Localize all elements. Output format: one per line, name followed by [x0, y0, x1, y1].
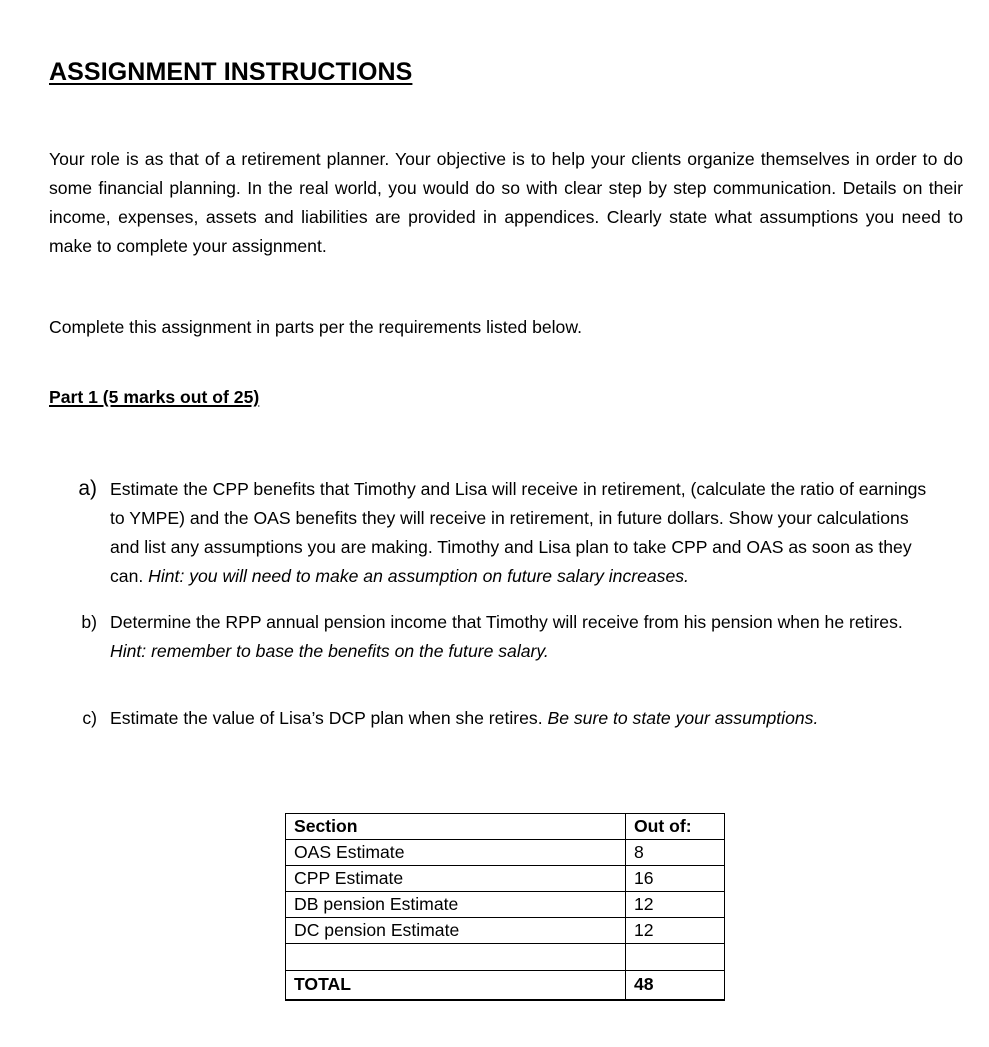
part-1-heading: Part 1 (5 marks out of 25): [49, 387, 260, 407]
cell-section: OAS Estimate: [286, 840, 626, 866]
cell-total-value: 48: [626, 971, 725, 1000]
question-a-text: Estimate the CPP benefits that Timothy and Lisa will receive in retirement, (calculate the ratio of earnings to YMPE) and the OAS benefits they will receive in retirement, in future dollars. Show your calculations and list any assumptions you are making. Timothy and Lisa plan to take CPP and OAS as soon as they can.: [110, 479, 927, 586]
question-a-hint: Hint: you will need to make an assumption on future salary increases.: [148, 566, 689, 586]
page-title: ASSIGNMENT INSTRUCTIONS: [49, 57, 413, 86]
cell-out-of: [626, 944, 725, 971]
question-item-c: [110, 704, 938, 733]
table-row-total: [286, 971, 725, 1000]
column-header-out-of: Out of:: [626, 814, 725, 840]
cell-section: [286, 944, 626, 971]
question-c-text: Estimate the value of Lisa’s DCP plan when she retires.: [110, 708, 548, 728]
intro-paragraph: Your role is as that of a retirement planner. Your objective is to help your clients organize themselves in order to do some financial planning. In the real world, you would do so with clear step by step communication. Details on their income, expenses, assets and liabilities are provided in appendices. Clearly state what assumptions you need to make to complete your assignment.: [49, 148, 963, 256]
question-marker-b: b): [81, 612, 97, 632]
cell-total-label: TOTAL: [286, 971, 626, 1000]
question-marker-a: a): [78, 477, 97, 500]
cell-section: CPP Estimate: [286, 866, 626, 892]
question-marker-c: c): [82, 708, 97, 728]
question-item-b: [110, 608, 938, 666]
cell-out-of: 16: [626, 866, 725, 892]
cell-section: DC pension Estimate: [286, 918, 626, 944]
instruction-line: Complete this assignment in parts per the requirements listed below.: [49, 316, 582, 337]
cell-out-of: 12: [626, 892, 725, 918]
table-row: [286, 918, 725, 944]
marks-table-container: [285, 813, 724, 1001]
question-b-text: Determine the RPP annual pension income that Timothy will receive from his pension when he retires.: [110, 612, 903, 632]
column-header-section: Section: [286, 814, 626, 840]
marks-table: [285, 813, 725, 1001]
cell-out-of: 8: [626, 840, 725, 866]
cell-section: DB pension Estimate: [286, 892, 626, 918]
table-header-row: [286, 814, 725, 840]
question-b-hint: Hint: remember to base the benefits on the future salary.: [110, 641, 549, 661]
question-item-a: [110, 475, 938, 591]
table-row: [286, 892, 725, 918]
table-row: [286, 840, 725, 866]
table-row-blank: [286, 944, 725, 971]
question-c-hint: Be sure to state your assumptions.: [547, 708, 819, 728]
table-row: [286, 866, 725, 892]
cell-out-of: 12: [626, 918, 725, 944]
